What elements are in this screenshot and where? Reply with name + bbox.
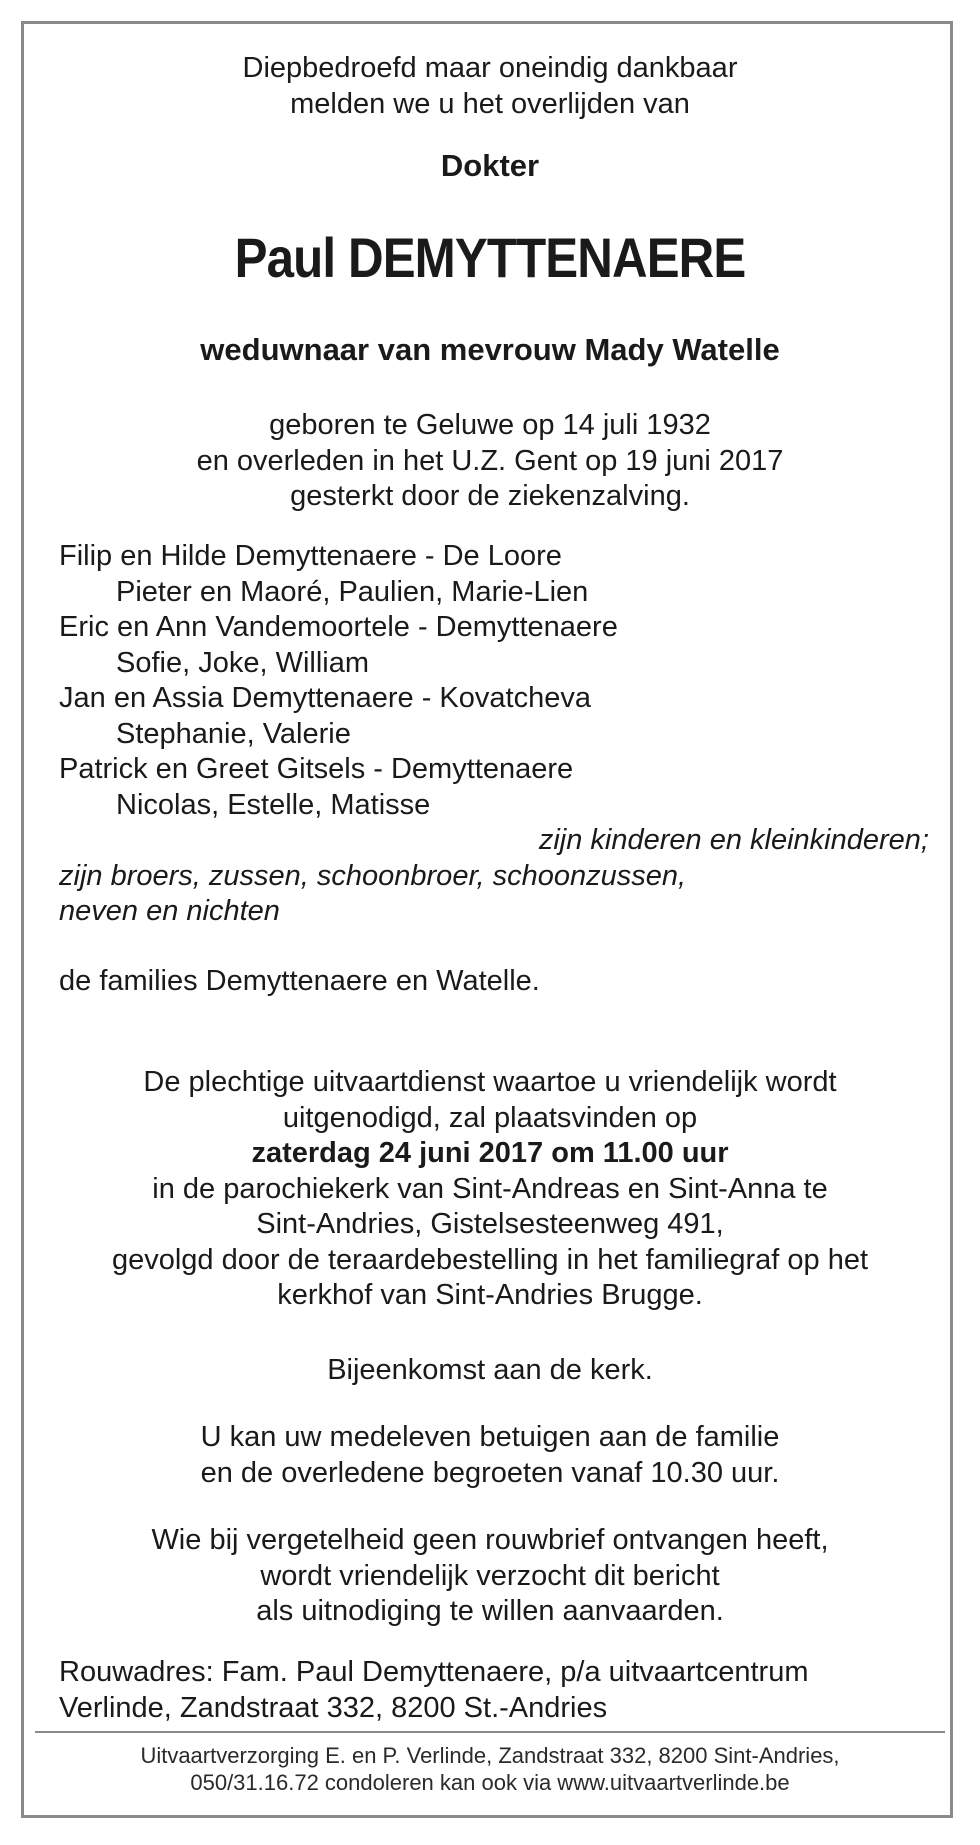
birth-line: geboren te Geluwe op 14 juli 1932	[269, 409, 711, 441]
families-line: de families Demyttenaere en Watelle.	[59, 965, 540, 997]
footer-divider	[35, 1731, 945, 1733]
mourning-address	[59, 1655, 809, 1726]
family-children: Stephanie, Valerie	[116, 717, 351, 750]
service-line: kerkhof van Sint-Andries Brugge.	[277, 1279, 703, 1311]
condolence-block	[24, 1420, 956, 1491]
service-line: Sint-Andries, Gistelsesteenweg 491,	[256, 1208, 724, 1240]
family-parents: Patrick en Greet Gitsels - Demyttenaere	[59, 753, 574, 785]
service-line: De plechtige uitvaartdienst waartoe u vriendelijk wordt	[143, 1066, 837, 1098]
service-line: in de parochiekerk van Sint-Andreas en Sint-Anna te	[152, 1172, 828, 1205]
service-block	[24, 1065, 956, 1314]
footer-line: 050/31.16.72 condoleren kan ook via www.uitvaartverlinde.be	[190, 1770, 790, 1795]
intro-line: Diepbedroefd maar oneindig dankbaar	[242, 52, 738, 84]
dates-block	[24, 408, 956, 515]
address-line: Rouwadres: Fam. Paul Demyttenaere, p/a uitvaartcentrum	[59, 1656, 809, 1688]
relatives-line: zijn broers, zussen, schoonbroer, schoonzussen,	[59, 859, 687, 892]
note-line: als uitnodiging te willen aanvaarden.	[256, 1595, 724, 1627]
intro-text	[24, 51, 956, 122]
family-children: Nicolas, Estelle, Matisse	[116, 788, 431, 821]
family-children: Sofie, Joke, William	[116, 646, 370, 679]
note-block	[24, 1523, 956, 1630]
family-list	[59, 539, 929, 930]
spouse-line: weduwnaar van mevrouw Mady Watelle	[200, 332, 780, 367]
meeting-line: Bijeenkomst aan de kerk.	[327, 1354, 653, 1386]
deceased-name: Paul DEMYTTENAERE	[234, 226, 746, 289]
intro-line: melden we u het overlijden van	[290, 87, 690, 120]
funeral-home-footer	[24, 1742, 956, 1796]
footer-line: Uitvaartverzorging E. en P. Verlinde, Zandstraat 332, 8200 Sint-Andries,	[140, 1743, 840, 1768]
service-line: gevolgd door de teraardebestelling in het familiegraf op het	[111, 1243, 869, 1276]
children-grandchildren-label: zijn kinderen en kleinkinderen;	[538, 824, 929, 856]
address-line: Verlinde, Zandstraat 332, 8200 St.-Andries	[59, 1691, 608, 1724]
family-children: Pieter en Maoré, Paulien, Marie-Lien	[116, 575, 589, 608]
family-parents: Eric en Ann Vandemoortele - Demyttenaere	[59, 611, 618, 643]
service-date: zaterdag 24 juni 2017 om 11.00 uur	[251, 1137, 729, 1169]
family-parents: Jan en Assia Demyttenaere - Kovatcheva	[59, 682, 591, 714]
family-parents: Filip en Hilde Demyttenaere - De Loore	[59, 540, 562, 572]
note-line: wordt vriendelijk verzocht dit bericht	[260, 1559, 720, 1592]
death-line: en overleden in het U.Z. Gent op 19 juni 2017	[196, 444, 784, 477]
service-line: uitgenodigd, zal plaatsvinden op	[282, 1101, 698, 1134]
condolence-line: U kan uw medeleven betuigen aan de familie	[200, 1421, 780, 1453]
sacrament-line: gesterkt door de ziekenzalving.	[290, 480, 690, 512]
note-line: Wie bij vergetelheid geen rouwbrief ontvangen heeft,	[151, 1524, 829, 1556]
honorific-title: Dokter	[440, 148, 540, 183]
relatives-line: neven en nichten	[59, 895, 280, 927]
condolence-line: en de overledene begroeten vanaf 10.30 uur.	[200, 1456, 780, 1489]
